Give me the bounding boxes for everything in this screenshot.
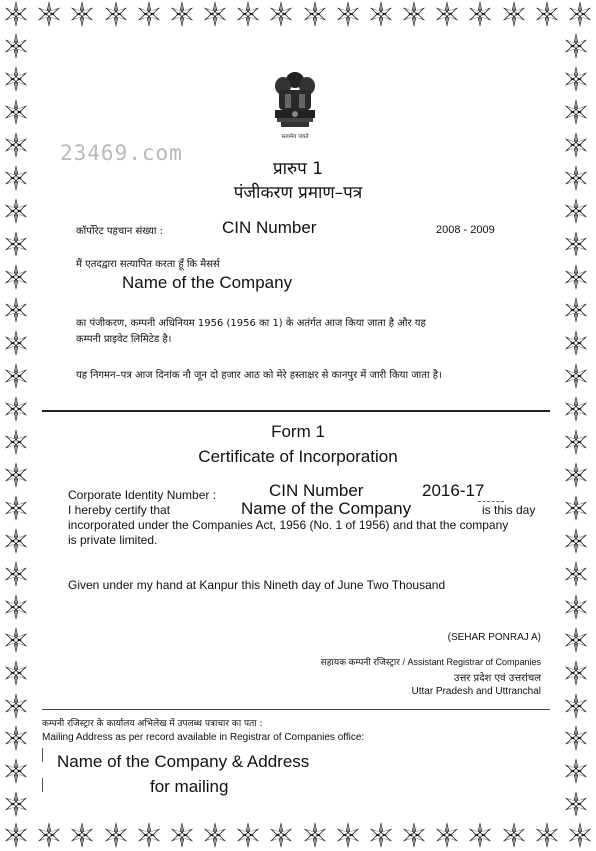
mailing-tick-2: [42, 778, 43, 792]
border-star-icon: [562, 626, 590, 654]
english-cin-label: Corporate Identity Number :: [68, 488, 217, 502]
border-star-icon: [2, 263, 30, 291]
border-star-icon: [2, 362, 30, 390]
hindi-body-line-2: कम्पनी प्राइवेट लिमिटेड है।: [76, 334, 172, 345]
border-star-icon: [2, 0, 30, 28]
border-star-icon: [533, 0, 561, 28]
english-company-name: Name of the Company: [241, 499, 412, 518]
border-star-icon: [400, 0, 428, 28]
mailing-for-mailing: for mailing: [150, 777, 229, 796]
border-star-icon: [35, 0, 63, 28]
border-star-icon: [135, 821, 163, 849]
border-star-icon: [500, 0, 528, 28]
signatory-name: (SEHAR PONRAJ A): [447, 632, 541, 643]
border-star-icon: [168, 0, 196, 28]
border-star-icon: [102, 821, 130, 849]
mailing-divider: [42, 709, 550, 710]
english-certify-suffix: is this day: [482, 503, 536, 517]
border-star-icon: [562, 560, 590, 588]
hindi-certify-line: मैं एतदद्वारा सत्यापित करता हूँ कि मैसर्स: [76, 259, 220, 270]
border-star-icon: [2, 230, 30, 258]
border-star-icon: [562, 65, 590, 93]
hindi-issued-line: यह निगमन–पत्र आज दिनांक नौ जून दो हजार आठ को मेरे हस्ताक्षर से कानपुर में जारी किया जाता है।: [76, 370, 442, 381]
border-star-icon: [367, 0, 395, 28]
english-year: 2016-17: [422, 481, 485, 500]
border-star-icon: [2, 659, 30, 687]
border-star-icon: [267, 0, 295, 28]
hindi-year: 2008 - 2009: [436, 224, 495, 236]
year-underline: [478, 501, 504, 502]
border-star-icon: [2, 32, 30, 60]
english-cin-number: CIN Number: [269, 481, 364, 500]
border-star-icon: [2, 757, 30, 785]
border-star-icon: [433, 0, 461, 28]
star-border-bottom: [0, 821, 596, 851]
border-star-icon: [2, 494, 30, 522]
border-star-icon: [562, 395, 590, 423]
border-star-icon: [562, 230, 590, 258]
border-star-icon: [367, 821, 395, 849]
border-star-icon: [201, 821, 229, 849]
border-star-icon: [466, 821, 494, 849]
hindi-body-line-1: का पंजीकरण, कम्पनी अधिनियम 1956 (1956 का 1) के अतंर्गत आज किया जाता है और यह: [76, 318, 426, 329]
english-certify-prefix: I hereby certify that: [68, 503, 171, 517]
border-star-icon: [2, 593, 30, 621]
border-star-icon: [168, 821, 196, 849]
english-body-line-1: incorporated under the Companies Act, 1956 (No. 1 of 1956) and that the company: [68, 518, 509, 532]
border-star-icon: [500, 821, 528, 849]
border-star-icon: [562, 757, 590, 785]
border-star-icon: [562, 724, 590, 752]
border-star-icon: [562, 263, 590, 291]
border-star-icon: [68, 0, 96, 28]
border-star-icon: [562, 692, 590, 720]
star-border-top: [0, 0, 596, 30]
border-star-icon: [2, 296, 30, 324]
border-star-icon: [2, 527, 30, 555]
signatory-region-hindi: उत्तर प्रदेश एवं उत्तरांचल: [453, 673, 541, 684]
border-star-icon: [562, 593, 590, 621]
border-star-icon: [2, 724, 30, 752]
english-form-title: Form 1: [271, 422, 325, 441]
hindi-cin-number: CIN Number: [222, 218, 317, 237]
border-star-icon: [35, 821, 63, 849]
national-emblem-icon: [267, 70, 323, 142]
border-star-icon: [135, 0, 163, 28]
border-star-icon: [234, 0, 262, 28]
border-star-icon: [301, 0, 329, 28]
border-star-icon: [562, 32, 590, 60]
border-star-icon: [2, 98, 30, 126]
hindi-form-title: प्रारुप 1: [272, 159, 324, 179]
border-star-icon: [2, 790, 30, 818]
border-star-icon: [566, 821, 594, 849]
border-star-icon: [466, 0, 494, 28]
border-star-icon: [334, 821, 362, 849]
mailing-label-english: Mailing Address as per record available in Registrar of Companies office:: [42, 732, 365, 743]
border-star-icon: [562, 362, 590, 390]
english-given-line: Given under my hand at Kanpur this Nineth day of June Two Thousand: [68, 578, 446, 592]
border-star-icon: [400, 821, 428, 849]
border-star-icon: [102, 0, 130, 28]
border-star-icon: [334, 0, 362, 28]
english-body-line-2: is private limited.: [68, 533, 158, 547]
english-certificate-title: Certificate of Incorporation: [198, 447, 398, 466]
border-star-icon: [2, 395, 30, 423]
emblem-caption: सत्यमेव जयते: [281, 134, 309, 140]
mailing-label-hindi: कम्पनी रजिस्ट्रार के कार्यालय अभिलेख में उपलब्ध पत्राचार का पता :: [42, 719, 263, 729]
border-star-icon: [562, 659, 590, 687]
border-star-icon: [562, 98, 590, 126]
border-star-icon: [2, 626, 30, 654]
border-star-icon: [562, 527, 590, 555]
border-star-icon: [301, 821, 329, 849]
border-star-icon: [562, 329, 590, 357]
border-star-icon: [2, 329, 30, 357]
border-star-icon: [267, 821, 295, 849]
border-star-icon: [234, 821, 262, 849]
border-star-icon: [68, 821, 96, 849]
section-divider: [42, 410, 550, 412]
watermark-text: 23469.com: [60, 141, 183, 165]
hindi-company-name: Name of the Company: [122, 273, 293, 292]
border-star-icon: [433, 821, 461, 849]
border-star-icon: [201, 0, 229, 28]
hindi-cin-label: कॉर्पोरेट पहचान संख्या :: [76, 226, 164, 237]
signatory-designation: सहायक कम्पनी रजिस्ट्रार / Assistant Registrar of Companies: [320, 657, 541, 667]
signatory-region-english: Uttar Pradesh and Uttranchal: [411, 686, 541, 697]
border-star-icon: [2, 65, 30, 93]
border-star-icon: [533, 821, 561, 849]
border-star-icon: [562, 296, 590, 324]
border-star-icon: [2, 821, 30, 849]
border-star-icon: [562, 790, 590, 818]
border-star-icon: [566, 0, 594, 28]
mailing-tick-1: [42, 748, 43, 762]
border-star-icon: [562, 494, 590, 522]
border-star-icon: [2, 692, 30, 720]
hindi-certificate-title: पंजीकरण प्रमाण–पत्र: [233, 183, 363, 203]
border-star-icon: [2, 560, 30, 588]
mailing-company-address: Name of the Company & Address: [57, 752, 310, 771]
